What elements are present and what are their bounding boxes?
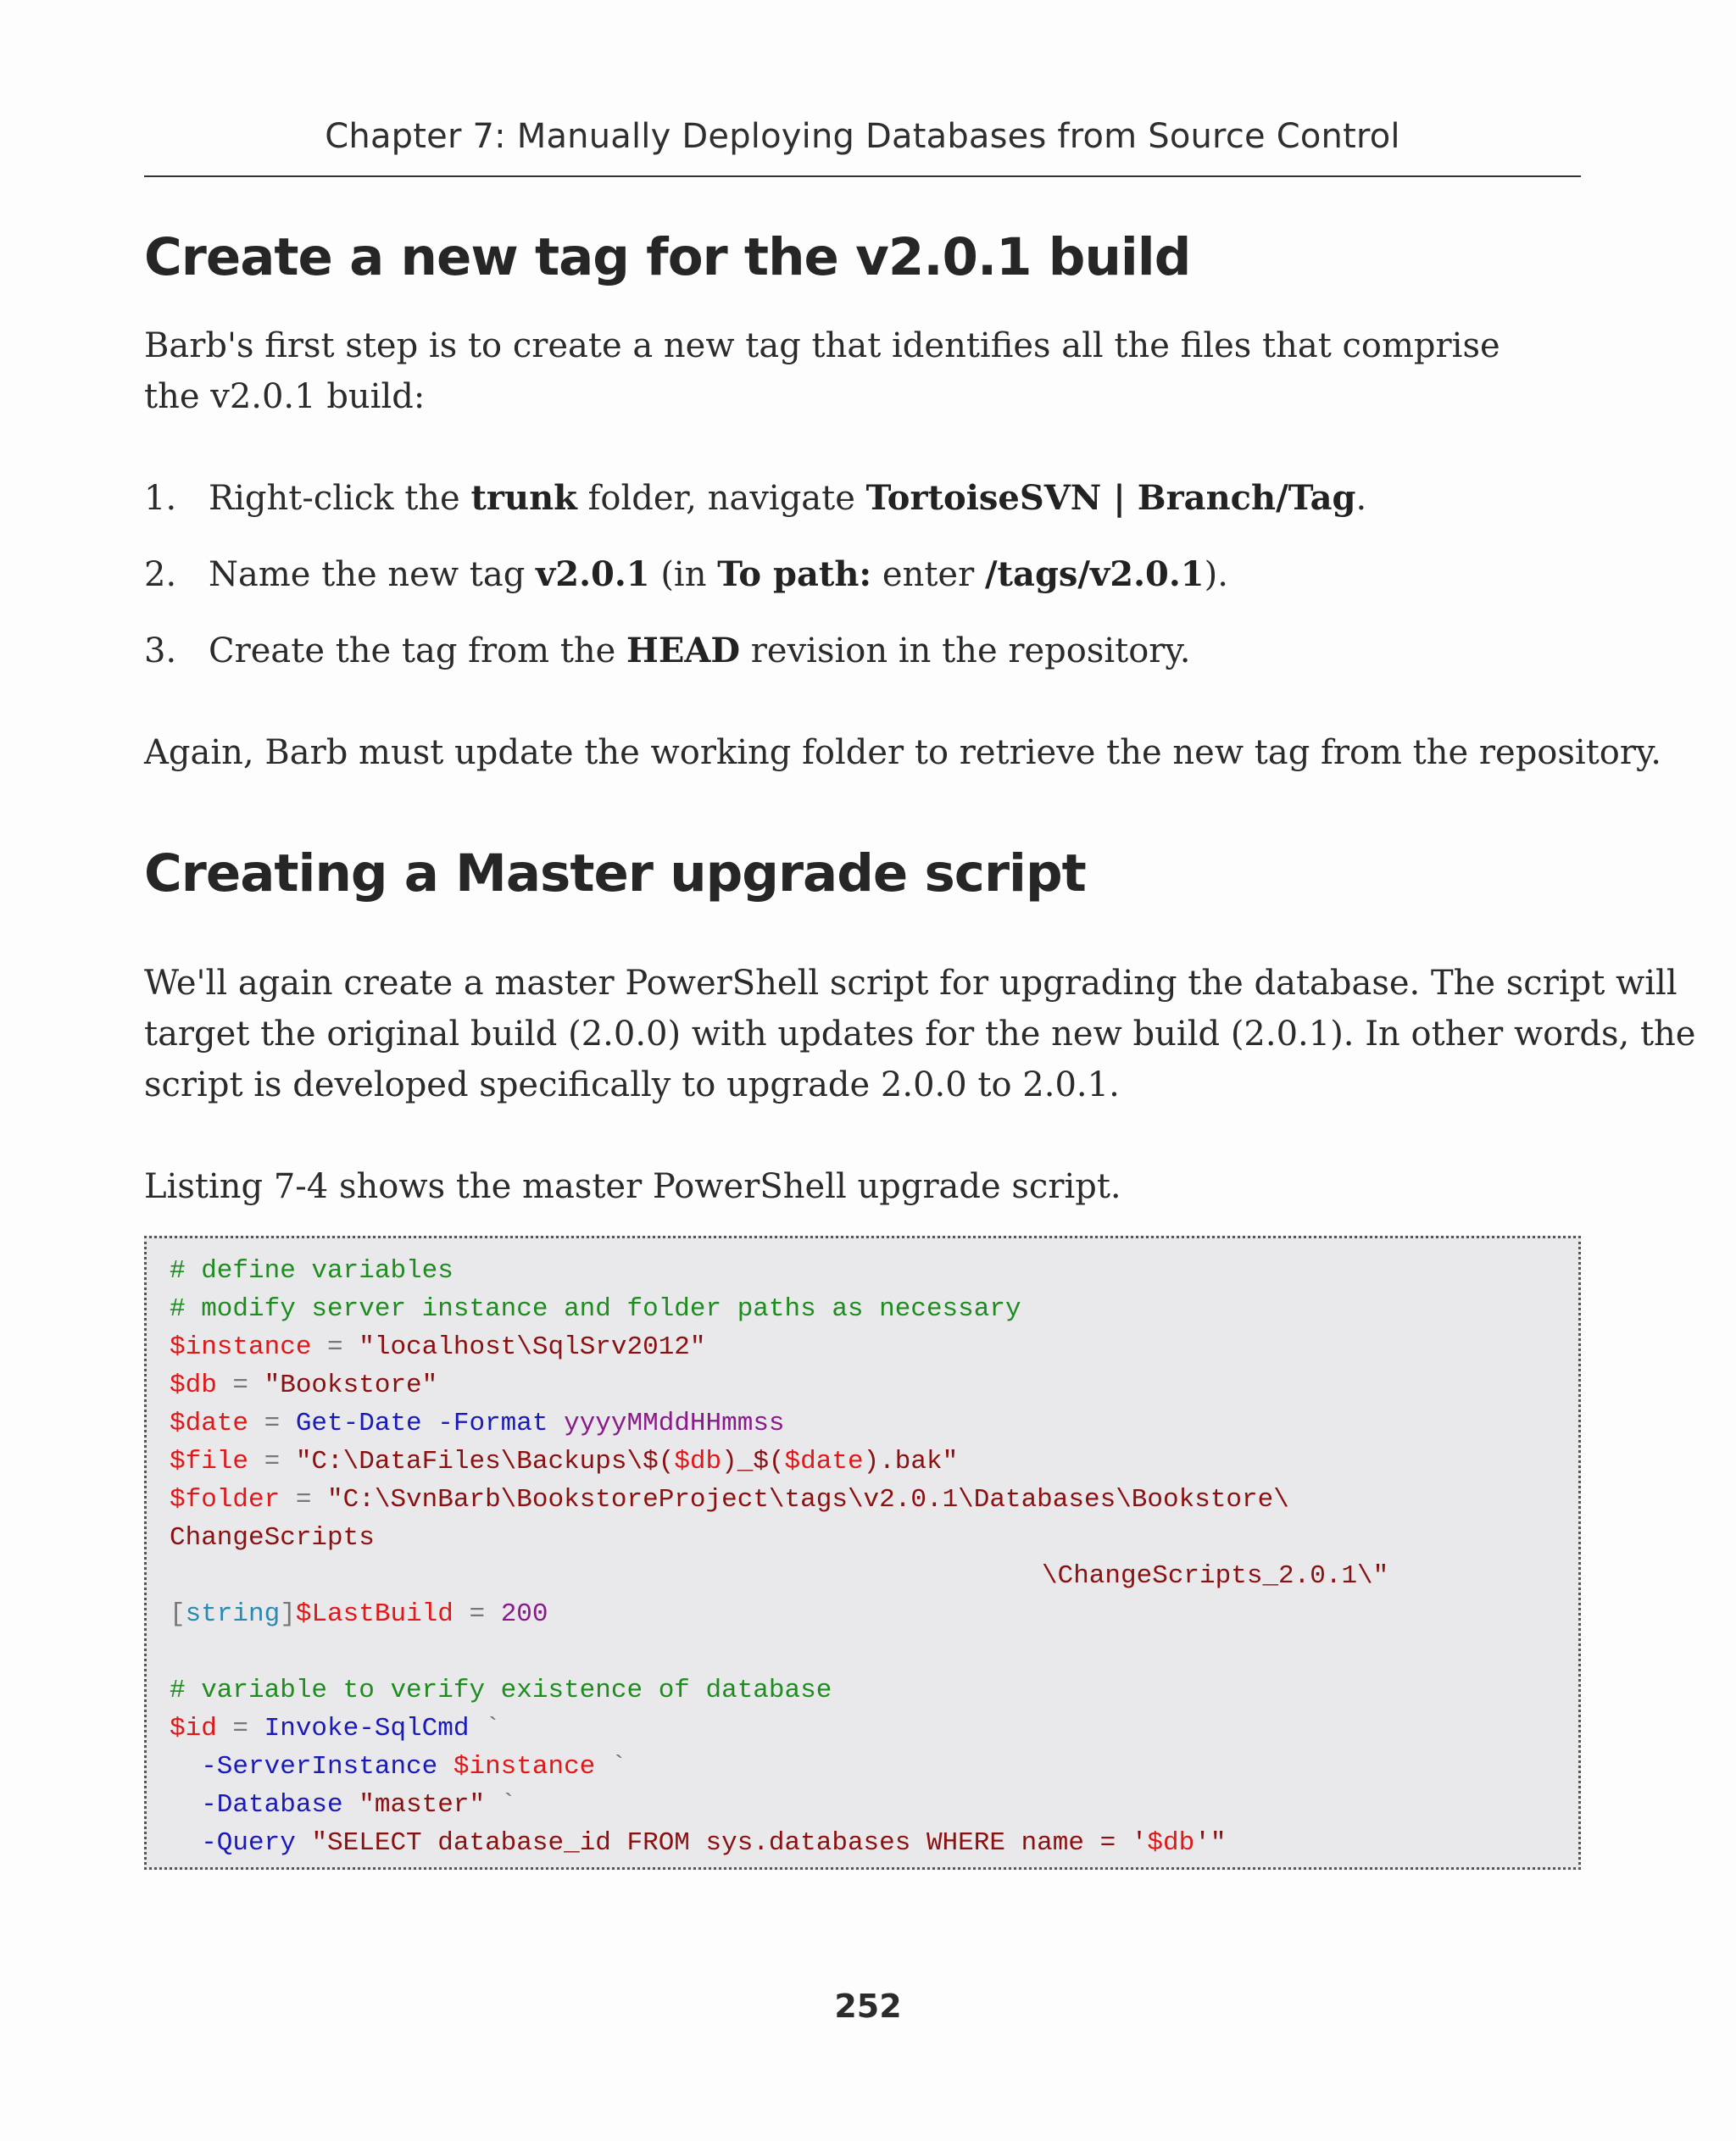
list-bold: trunk bbox=[470, 478, 577, 518]
list-text: Create the tag from the bbox=[209, 631, 627, 670]
paragraph-line: script is developed specifically to upgrade 2.0.0 to 2.0.1. bbox=[144, 1065, 1120, 1104]
list-text: . bbox=[1355, 479, 1367, 518]
code-line bbox=[170, 1443, 958, 1481]
list-text: (in bbox=[649, 555, 718, 594]
code-string: \ChangeScripts_2.0.1\" bbox=[1042, 1561, 1389, 1591]
list-bold: TortoiseSVN | Branch/Tag bbox=[865, 478, 1356, 518]
code-variable: $instance bbox=[170, 1332, 312, 1362]
code-variable: $db bbox=[1147, 1828, 1195, 1858]
code-bracket: ] bbox=[280, 1599, 296, 1629]
code-comment: # modify server instance and folder paths as necessary bbox=[170, 1294, 1021, 1324]
code-backtick: ` bbox=[469, 1714, 501, 1743]
code-variable: $folder bbox=[170, 1485, 281, 1515]
code-string: ).bak" bbox=[863, 1447, 959, 1476]
code-line bbox=[170, 1748, 627, 1786]
list-bold: To path: bbox=[717, 554, 872, 594]
code-operator: = bbox=[280, 1485, 328, 1515]
chapter-header: Chapter 7: Manually Deploying Databases from Source Control bbox=[325, 117, 1400, 156]
code-parameter: -Query bbox=[170, 1828, 312, 1858]
list-text: revision in the repository. bbox=[740, 631, 1191, 670]
code-line bbox=[170, 1671, 832, 1710]
list-bold: HEAD bbox=[626, 631, 741, 670]
list-number: 2. bbox=[144, 555, 177, 594]
code-string: "localhost\SqlSrv2012" bbox=[359, 1332, 706, 1362]
code-line bbox=[1042, 1557, 1388, 1595]
list-number: 3. bbox=[144, 631, 177, 670]
code-line bbox=[170, 1252, 453, 1290]
code-line bbox=[170, 1595, 548, 1633]
code-variable: $LastBuild bbox=[295, 1599, 453, 1629]
code-line bbox=[170, 1404, 785, 1443]
code-variable: $db bbox=[674, 1447, 722, 1476]
code-parameter: -ServerInstance bbox=[170, 1752, 453, 1782]
code-line bbox=[170, 1824, 1226, 1862]
code-operator: = bbox=[216, 1714, 264, 1743]
code-line bbox=[170, 1328, 706, 1366]
code-variable: $instance bbox=[453, 1752, 596, 1782]
section-heading-new-tag: Create a new tag for the v2.0.1 build bbox=[144, 227, 1191, 287]
code-line bbox=[170, 1519, 375, 1557]
code-value: yyyyMMddHHmmss bbox=[564, 1409, 785, 1438]
code-variable: $date bbox=[784, 1447, 864, 1476]
code-line bbox=[170, 1290, 1021, 1328]
listing-intro: Listing 7-4 shows the master PowerShell upgrade script. bbox=[144, 1167, 1121, 1206]
code-variable: $id bbox=[170, 1714, 217, 1743]
list-number: 1. bbox=[144, 479, 177, 518]
list-text: ). bbox=[1204, 555, 1228, 594]
code-string: "C:\DataFiles\Backups\$( bbox=[295, 1447, 675, 1476]
code-string: "Bookstore" bbox=[264, 1371, 438, 1400]
list-bold: v2.0.1 bbox=[536, 554, 650, 594]
code-backtick: ` bbox=[595, 1752, 627, 1782]
paragraph-line: target the original build (2.0.0) with updates for the new build (2.0.1). In other words, the bbox=[144, 1015, 1696, 1054]
code-comment: # variable to verify existence of database bbox=[170, 1676, 832, 1705]
code-bracket: [ bbox=[170, 1599, 186, 1629]
paragraph-line: We'll again create a master PowerShell script for upgrading the database. The script will bbox=[144, 964, 1678, 1003]
list-bold: /tags/v2.0.1 bbox=[984, 554, 1205, 594]
code-parameter: -Database bbox=[170, 1790, 359, 1820]
list-item bbox=[144, 549, 1228, 600]
section-heading-master-script: Creating a Master upgrade script bbox=[144, 843, 1086, 904]
code-variable: $db bbox=[170, 1371, 217, 1400]
code-listing bbox=[144, 1236, 1581, 1870]
code-string: "C:\SvnBarb\BookstoreProject\tags\v2.0.1\Databases\Bookstore\ bbox=[327, 1485, 1289, 1515]
code-operator: = bbox=[453, 1599, 501, 1629]
page-number: 252 bbox=[834, 1988, 902, 2025]
list-item bbox=[144, 626, 1190, 676]
code-string: "SELECT database_id FROM sys.databases WHERE name = ' bbox=[311, 1828, 1148, 1858]
code-operator: = bbox=[311, 1332, 359, 1362]
code-number: 200 bbox=[500, 1599, 548, 1629]
code-string: )_$( bbox=[721, 1447, 785, 1476]
code-operator: = bbox=[248, 1409, 296, 1438]
code-string: "master" bbox=[359, 1790, 486, 1820]
code-line bbox=[170, 1786, 516, 1824]
code-string: ChangeScripts bbox=[170, 1523, 375, 1553]
code-line bbox=[170, 1710, 501, 1748]
list-text: enter bbox=[871, 555, 985, 594]
code-line bbox=[170, 1481, 1289, 1519]
intro-line-2: the v2.0.1 build: bbox=[144, 377, 426, 416]
list-item bbox=[144, 473, 1366, 524]
code-line bbox=[170, 1366, 437, 1404]
closing-paragraph: Again, Barb must update the working folder to retrieve the new tag from the repository. bbox=[144, 733, 1661, 772]
code-command: Get-Date -Format bbox=[295, 1409, 565, 1438]
code-backtick: ` bbox=[485, 1790, 517, 1820]
code-string: '" bbox=[1194, 1828, 1227, 1858]
code-type: string bbox=[185, 1599, 281, 1629]
list-text: Right-click the bbox=[209, 479, 471, 518]
code-command: Invoke-SqlCmd bbox=[264, 1714, 470, 1743]
code-operator: = bbox=[248, 1447, 296, 1476]
code-variable: $file bbox=[170, 1447, 249, 1476]
list-text: Name the new tag bbox=[209, 555, 537, 594]
code-operator: = bbox=[216, 1371, 264, 1400]
code-comment: # define variables bbox=[170, 1256, 453, 1286]
intro-line-1: Barb's first step is to create a new tag that identifies all the files that comprise bbox=[144, 326, 1500, 365]
list-text: folder, navigate bbox=[576, 479, 866, 518]
header-rule bbox=[144, 175, 1581, 177]
code-variable: $date bbox=[170, 1409, 249, 1438]
